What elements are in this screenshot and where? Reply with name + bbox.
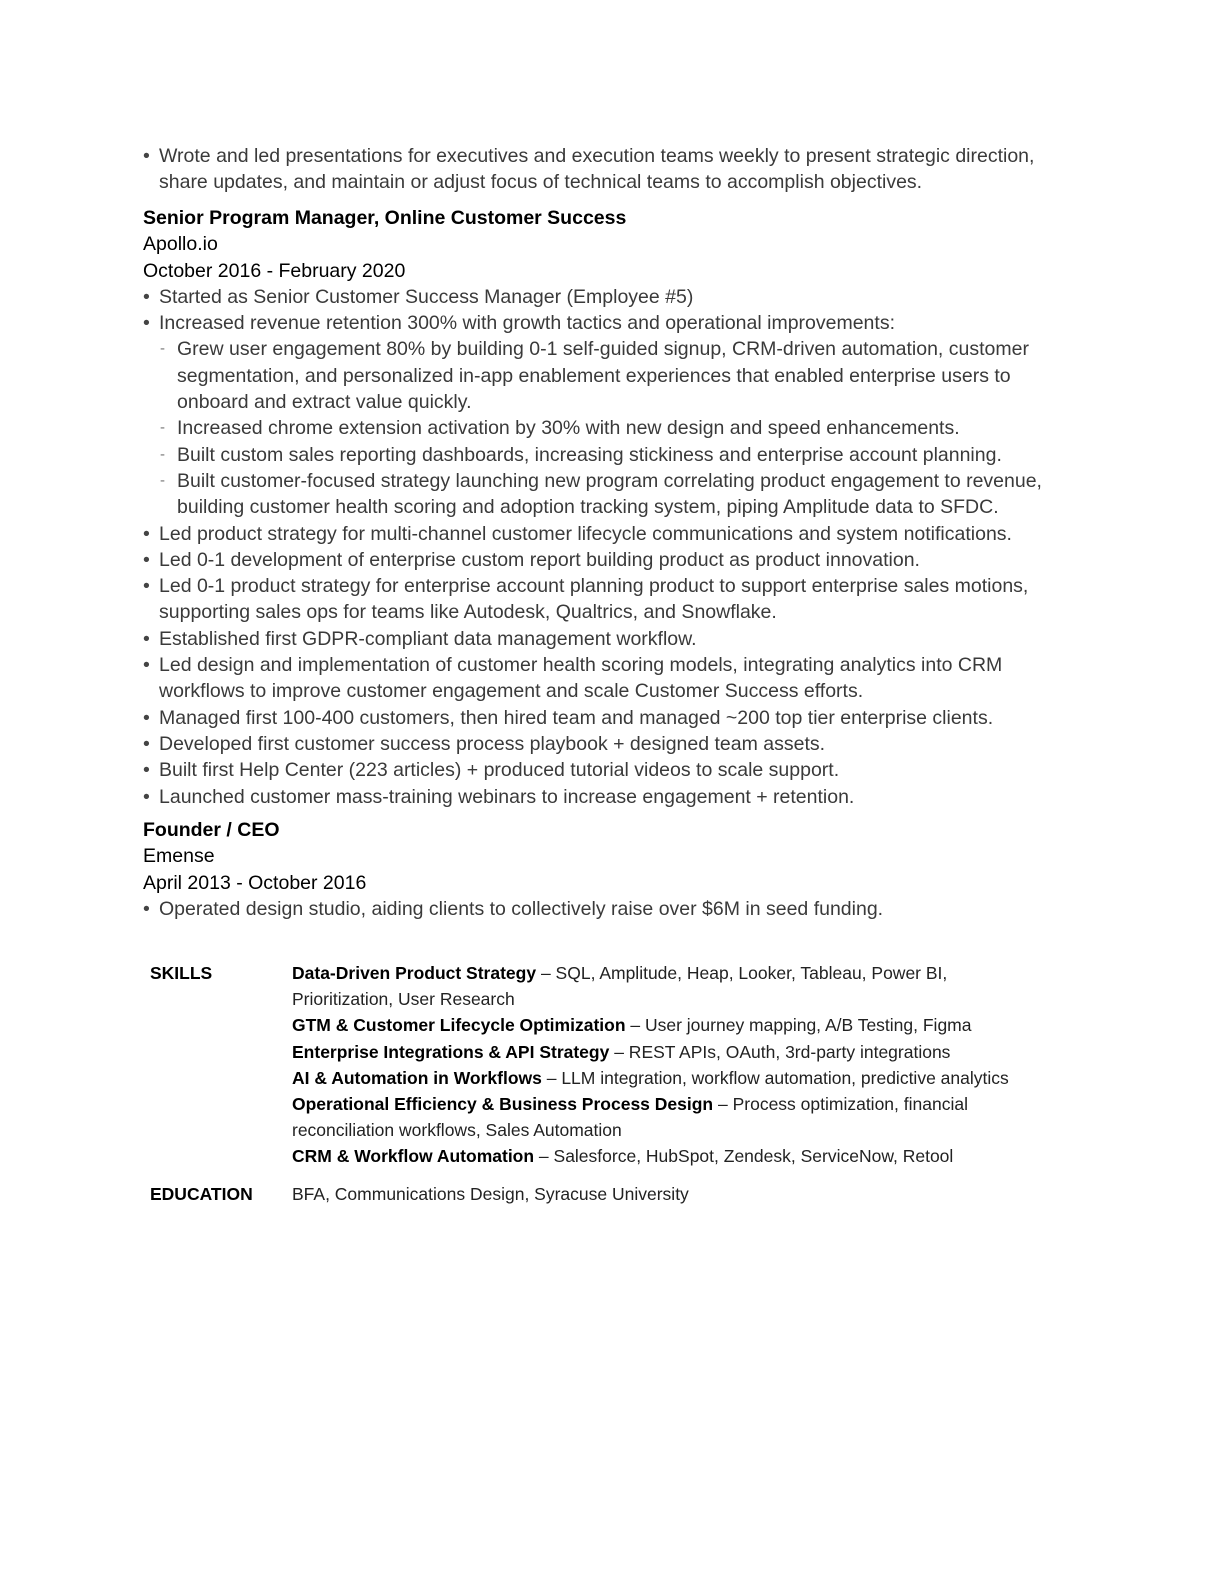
list-item: • Led 0-1 development of enterprise custom report building product as product innovation.: [143, 547, 1083, 573]
skill-item: [292, 1039, 1052, 1065]
sub-list-item: - Increased chrome extension activation by 30% with new design and speed enhancements.: [143, 415, 1083, 441]
skills-heading: SKILLS: [150, 963, 213, 983]
list-item: • Led product strategy for multi-channel customer lifecycle communications and system notifications.: [143, 521, 1083, 547]
list-item: • Developed first customer success process playbook + designed team assets.: [143, 731, 1083, 757]
company-name: Apollo.io: [143, 233, 218, 256]
list-item: • Led design and implementation of customer health scoring models, integrating analytics into CRM workflows to improve customer engagement and scale Customer Success efforts.: [143, 652, 1083, 705]
skill-item: [292, 1143, 1052, 1169]
list-item: • Launched customer mass-training webinars to increase engagement + retention.: [143, 784, 1083, 810]
skill-name: Enterprise Integrations & API Strategy: [292, 1041, 610, 1062]
skill-detail: – User journey mapping, A/B Testing, Figma: [625, 1015, 972, 1036]
skill-item: [292, 1091, 1052, 1143]
sub-list-item: - Grew user engagement 80% by building 0-1 self-guided signup, CRM-driven automation, customer segmentation, and personalized in-app enablement experiences that enabled enterprise users to onboard and extract value quickly.: [143, 336, 1083, 415]
company-name: Emense: [143, 845, 215, 868]
skills-section: [150, 960, 1080, 1170]
sub-list-item: - Built custom sales reporting dashboards, increasing stickiness and enterprise account planning.: [143, 442, 1083, 468]
skill-name: Operational Efficiency & Business Process Design: [292, 1094, 714, 1115]
skill-name: AI & Automation in Workflows: [292, 1067, 542, 1088]
list-item: • Started as Senior Customer Success Manager (Employee #5): [143, 284, 1083, 310]
skills-list: [292, 960, 1052, 1170]
skill-name: Data-Driven Product Strategy: [292, 963, 537, 983]
list-item: • Operated design studio, aiding clients to collectively raise over $6M in seed funding.: [143, 896, 1083, 922]
list-item: • Established first GDPR-compliant data management workflow.: [143, 626, 1083, 652]
skill-detail: – REST APIs, OAuth, 3rd-party integrations: [609, 1041, 951, 1062]
job-apollo: [143, 205, 1083, 810]
skill-detail: – Salesforce, HubSpot, Zendesk, ServiceNow, Retool: [534, 1146, 954, 1167]
job-emense: [143, 817, 1083, 922]
job-title: Senior Program Manager, Online Customer Success: [143, 207, 627, 229]
skill-detail: – LLM integration, workflow automation, predictive analytics: [541, 1067, 1009, 1088]
education-section: [150, 1181, 1080, 1207]
skill-detail: – Process optimization, financial reconciliation workflows, Sales Automation: [292, 1094, 968, 1141]
skill-item: [292, 960, 1052, 1012]
list-item: • Built first Help Center (223 articles) + produced tutorial videos to scale support.: [143, 757, 1083, 783]
job-title: Founder / CEO: [143, 819, 280, 841]
intro-section: [143, 143, 1083, 196]
education-detail: BFA, Communications Design, Syracuse University: [292, 1184, 689, 1204]
sub-list-item: - Built customer-focused strategy launching new program correlating product engagement to revenue, building customer health scoring and adoption tracking system, piping Amplitude data to SFDC.: [143, 468, 1083, 521]
list-item: • Led 0-1 product strategy for enterprise account planning product to support enterprise sales motions, supporting sales ops for teams like Autodesk, Qualtrics, and Snowflake.: [143, 573, 1083, 626]
job-dates: October 2016 - February 2020: [143, 259, 406, 282]
list-item: • Wrote and led presentations for executives and execution teams weekly to present strategic direction, share updates, and maintain or adjust focus of technical teams to accomplish objectives.: [143, 143, 1083, 196]
education-heading: EDUCATION: [150, 1184, 253, 1204]
list-item: • Managed first 100-400 customers, then hired team and managed ~200 top tier enterprise clients.: [143, 705, 1083, 731]
skill-name: GTM & Customer Lifecycle Optimization: [292, 1015, 626, 1036]
skill-name: CRM & Workflow Automation: [292, 1146, 535, 1167]
skill-detail: – SQL, Amplitude, Heap, Looker, Tableau, Power BI, Prioritization, User Research: [292, 963, 948, 1010]
skill-item: [292, 1065, 1052, 1091]
list-item: • Increased revenue retention 300% with growth tactics and operational improvements:: [143, 310, 1083, 336]
skill-item: [292, 1012, 1052, 1038]
job-dates: April 2013 - October 2016: [143, 871, 367, 894]
